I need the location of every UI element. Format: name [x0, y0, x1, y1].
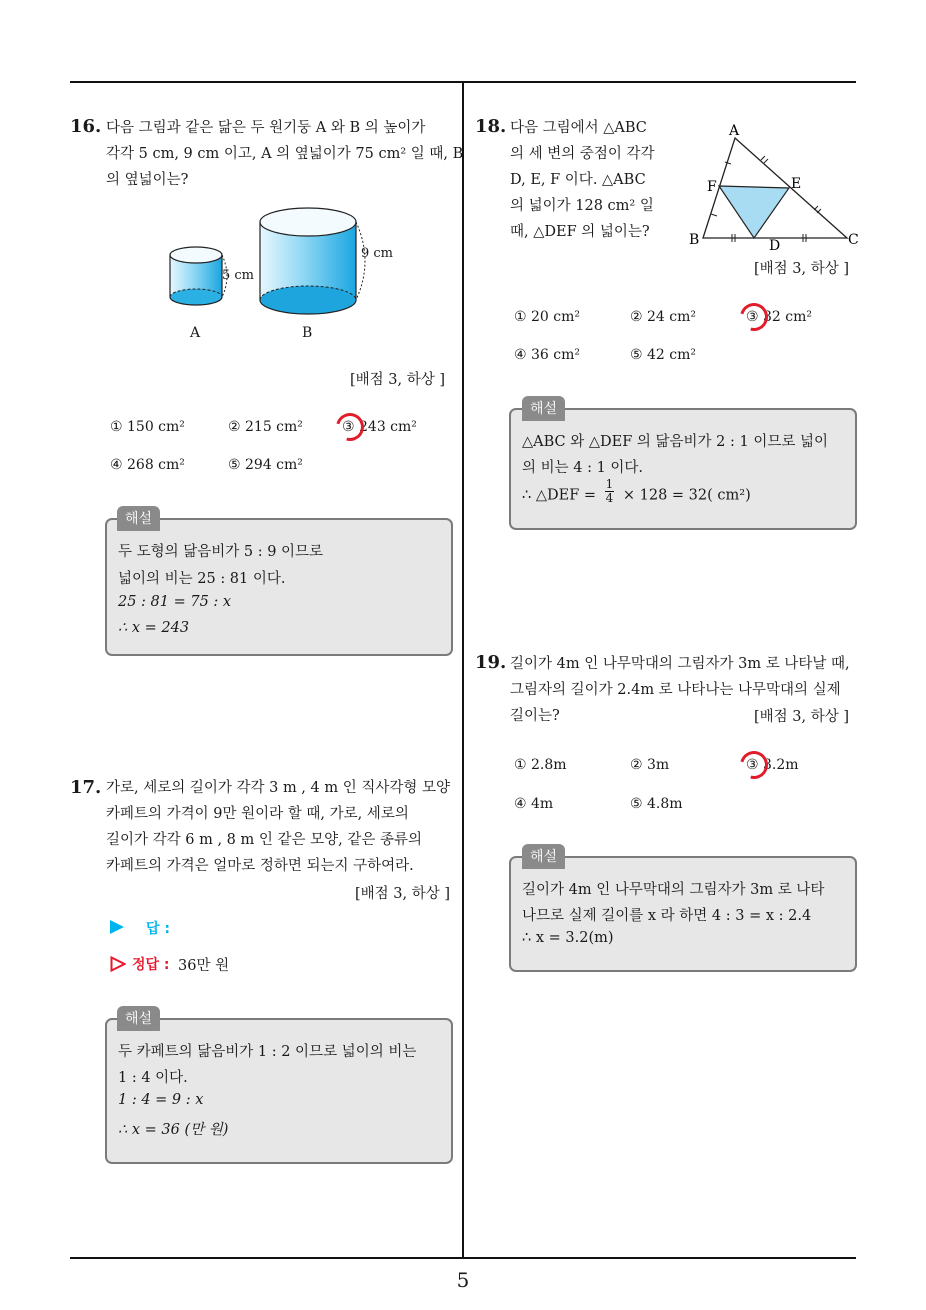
formula-suffix: × 128 = 32( cm²) — [622, 487, 751, 504]
option-5[interactable]: ⑤ 42 cm² — [630, 347, 696, 363]
vertex-label-b: B — [689, 232, 700, 248]
question-text-line: 의 옆넓이는? — [106, 172, 189, 188]
answer-mark — [331, 408, 369, 446]
option-1[interactable]: ① 150 cm² — [110, 419, 185, 435]
solution-tab: 해설 — [117, 506, 160, 531]
question-text-line: 때, △DEF 의 넓이는? — [510, 224, 650, 240]
fraction-numerator: 1 — [605, 477, 614, 491]
question-text-line: 의 세 변의 중점이 각각 — [510, 146, 655, 162]
label-a: A — [190, 325, 201, 341]
cylinders-figure — [160, 200, 400, 345]
solution-line: 1 : 4 이다. — [118, 1070, 188, 1086]
option-2[interactable]: ② 24 cm² — [630, 309, 696, 325]
option-2[interactable]: ② 3m — [630, 757, 670, 773]
question-text-line: 길이가 각각 6 m , 8 m 인 같은 모양, 같은 종류의 — [106, 832, 422, 848]
correct-answer-label: 정답 : — [132, 957, 170, 973]
solution-line: 의 비는 4 : 1 이다. — [522, 460, 644, 476]
triangle-figure — [685, 118, 865, 258]
score-info: [배점 3, 하상 ] — [350, 372, 446, 388]
solution-line: 25 : 81 = 75 : x — [118, 594, 232, 610]
question-number: 17. — [70, 777, 102, 798]
question-text-line: D, E, F 이다. △ABC — [510, 172, 646, 188]
solution-line: 두 도형의 닮음비가 5 : 9 이므로 — [118, 544, 324, 560]
bottom-rule — [70, 1257, 856, 1259]
question-text-line: 다음 그림과 같은 닮은 두 원기둥 A 와 B 의 높이가 — [106, 120, 426, 136]
score-info: [배점 3, 하상 ] — [355, 886, 451, 902]
solution-line: 길이가 4m 인 나무막대의 그림자가 3m 로 나타 — [522, 882, 825, 898]
question-text-line: 가로, 세로의 길이가 각각 3 m , 4 m 인 직사각형 모양 — [106, 780, 450, 796]
score-info: [배점 3, 하상 ] — [754, 709, 850, 725]
question-text-line: 카페트의 가격이 9만 원이라 할 때, 가로, 세로의 — [106, 806, 409, 822]
option-5[interactable]: ⑤ 294 cm² — [228, 457, 303, 473]
question-number: 19. — [475, 652, 507, 673]
cylinder-b — [260, 208, 365, 314]
solution-line: 나므로 실제 길이를 x 라 하면 4 : 3 = x : 2.4 — [522, 908, 812, 924]
option-2[interactable]: ② 215 cm² — [228, 419, 303, 435]
solution-line: ∴ x = 3.2(m) — [522, 930, 614, 946]
score-info: [배점 3, 하상 ] — [754, 261, 850, 277]
vertex-label-f: F — [707, 179, 717, 195]
solution-line: 넓이의 비는 25 : 81 이다. — [118, 571, 286, 587]
question-number: 18. — [475, 116, 507, 137]
solution-line: ∴ x = 243 — [118, 620, 190, 636]
vertex-label-d: D — [769, 238, 781, 254]
solution-line: △ABC 와 △DEF 의 닮음비가 2 : 1 이므로 넓이 — [522, 434, 828, 450]
option-1[interactable]: ① 20 cm² — [514, 309, 580, 325]
option-4[interactable]: ④ 268 cm² — [110, 457, 185, 473]
question-text-line: 의 넓이가 128 cm² 일 — [510, 198, 654, 214]
label-b: B — [302, 325, 313, 341]
page-number: 5 — [456, 1268, 470, 1292]
question-text-line: 길이가 4m 인 나무막대의 그림자가 3m 로 나타날 때, — [510, 656, 850, 672]
solution-line: 1 : 4 = 9 : x — [118, 1092, 204, 1108]
column-divider — [462, 83, 464, 1257]
fraction-denominator: 4 — [605, 491, 614, 505]
option-3[interactable]: ③ 3.2m — [746, 757, 799, 773]
correct-answer-value: 36만 원 — [178, 958, 230, 974]
cylinder-a — [170, 247, 227, 305]
triangle-outline-icon — [110, 956, 126, 972]
option-3[interactable]: ③ 243 cm² — [342, 419, 417, 435]
solution-line: 두 카페트의 닮음비가 1 : 2 이므로 넓이의 비는 — [118, 1044, 417, 1060]
solution-tab: 해설 — [522, 844, 565, 869]
option-4[interactable]: ④ 4m — [514, 796, 554, 812]
solution-tab: 해설 — [522, 396, 565, 421]
question-text-line: 다음 그림에서 △ABC — [510, 120, 647, 136]
solution-tab: 해설 — [117, 1006, 160, 1031]
answer-mark — [735, 746, 773, 784]
vertex-label-c: C — [848, 232, 859, 248]
formula-prefix: ∴ △DEF = — [522, 487, 597, 504]
question-text-line: 카페트의 가격은 얼마로 정하면 되는지 구하여라. — [106, 858, 414, 874]
question-text-line: 그림자의 길이가 2.4m 로 나타나는 나무막대의 실제 — [510, 682, 841, 698]
solution-formula — [522, 477, 751, 512]
question-text-line: 길이는? — [510, 708, 560, 724]
fraction — [605, 478, 615, 505]
question-number: 16. — [70, 116, 102, 137]
answer-label: 답 : — [146, 921, 170, 937]
height-label-a: 5 cm — [222, 268, 255, 283]
answer-mark — [735, 298, 773, 336]
option-5[interactable]: ⑤ 4.8m — [630, 796, 683, 812]
height-label-b: 9 cm — [361, 246, 394, 261]
vertex-label-a: A — [729, 123, 740, 139]
play-arrow-icon — [110, 920, 124, 934]
option-1[interactable]: ① 2.8m — [514, 757, 567, 773]
option-3[interactable]: ③ 32 cm² — [746, 309, 812, 325]
option-4[interactable]: ④ 36 cm² — [514, 347, 580, 363]
question-text-line: 각각 5 cm, 9 cm 이고, A 의 옆넓이가 75 cm² 일 때, B — [106, 146, 464, 162]
vertex-label-e: E — [791, 176, 802, 192]
solution-line: ∴ x = 36 (만 원) — [118, 1122, 229, 1138]
